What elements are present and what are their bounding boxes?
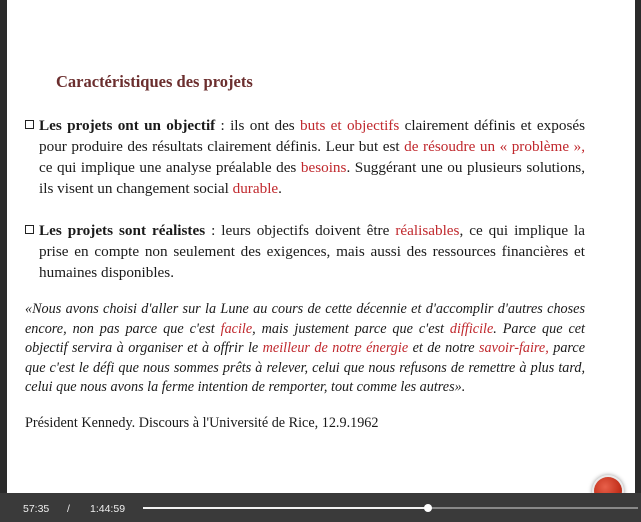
bullet-lead: Les projets sont réalistes (39, 222, 206, 239)
quote-signature: Président Kennedy. Discours à l'Université de Rice, 12.9.1962 (25, 415, 379, 431)
quote-text: «Nous avons choisi d'aller sur la Lune au cours de cette décennie et d'accomplir d'autres choses encore, non pas parce que c'est (25, 301, 585, 337)
current-time: 57:35 (23, 503, 50, 515)
bullet-realistic (25, 220, 585, 283)
bullet-text: : ils ont des (215, 117, 301, 134)
time-separator: / (67, 503, 70, 515)
quote-text: parce que c'est le défi que nous sommes prêts à relever, celui que nous refusons de remettre à plus tard, celui que nous avons la ferme intention de remporter, tout comme les autres». (25, 340, 585, 395)
player-controls (0, 493, 641, 522)
seek-bar[interactable] (143, 507, 638, 509)
bullet-text: clairement définis et exposés pour produire des résultats clairement définis. Leur but est (39, 117, 585, 155)
bullet-objective (25, 115, 585, 199)
total-time: 1:44:59 (90, 503, 126, 515)
slide-title: Caractéristiques des projets (56, 72, 253, 91)
bullet-text: , ce qui implique la prise en compte non seulement des exigences, mais aussi des ressources financières et humaines disponibles. (39, 222, 585, 281)
bullet-lead: Les projets ont un objectif (39, 117, 216, 134)
kennedy-quote (25, 300, 585, 398)
bullet-text: . Suggérant une ou plusieurs solutions, ils visent un changement social (39, 159, 586, 197)
highlight-text: buts et objectifs (300, 117, 400, 134)
highlight-text: durable (232, 180, 279, 197)
highlight-text: besoins (300, 159, 347, 176)
checkbox-bullet-icon (25, 120, 34, 129)
bullet-text: . (278, 180, 282, 197)
highlight-text: difficile (449, 320, 494, 337)
quote-text: . Parce que cet objectif servira à organiser et à offrir le (25, 320, 586, 356)
highlight-text: savoir-faire, (479, 340, 549, 356)
quote-text: , mais justement parce que c'est (252, 320, 450, 337)
highlight-text: de résoudre un « problème », (404, 138, 585, 155)
highlight-text: réalisables (395, 222, 460, 239)
highlight-text: facile (220, 320, 253, 337)
bullet-text: : leurs objectifs doivent être (205, 222, 396, 239)
bullet-text: ce qui implique une analyse préalable des (39, 159, 301, 176)
seek-handle[interactable] (424, 504, 432, 512)
highlight-text: meilleur de notre énergie (262, 340, 409, 356)
quote-text: et de notre (408, 340, 480, 356)
seek-progress (143, 507, 428, 509)
checkbox-bullet-icon (25, 225, 34, 234)
video-frame[interactable] (7, 0, 635, 493)
